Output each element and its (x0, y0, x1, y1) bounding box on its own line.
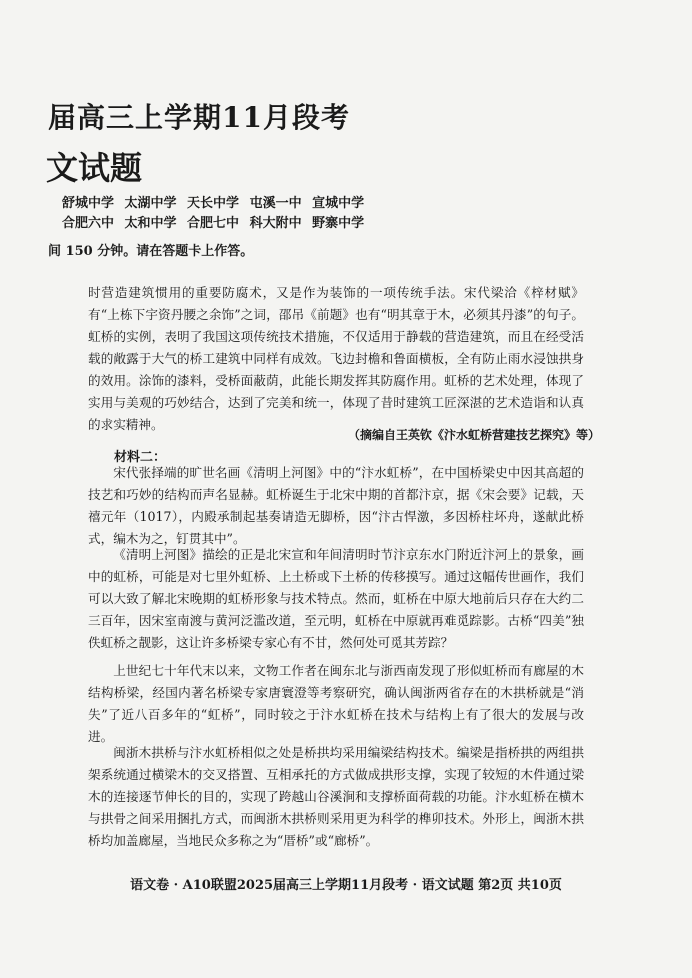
material-2-paragraph-1: 宋代张择端的旷世名画《清明上河图》中的“汴水虹桥”，在中国桥梁史中因其高超的技艺和巧妙的结构而声名显赫。虹桥诞生于北宋中期的首都汴京，据《宋会要》记载，天禧元年（1017），内殿承制起基奏请造无脚桥，因“汴古悍激，多因桥柱坏舟，遂献此桥式，编木为之，钉贯其中”。 (88, 465, 584, 546)
material-2-paragraph-2: 《清明上河图》描绘的正是北宋宣和年间清明时节汴京东水门附近汴河上的景象，画中的虹桥，可能是对七里外虹桥、上土桥或下土桥的传移摸写。通过这幅传世画作，我们可以大致了解北宋晚期的虹桥形象与技术特点。然而，虹桥在中原大地前后只存在大约二三百年，因宋室南渡与黄河泛滥改道，至元明，虹桥在中原就再难觅踪影。古桥“四美”独佚虹桥之靓影，这让许多桥梁专家心有不甘，然何处可觅其芳踪？ (88, 547, 584, 650)
material-2-heading: 材料二： (114, 450, 167, 465)
school-list-row-1: 舒城中学 太湖中学 天长中学 屯溪一中 宣城中学 (62, 196, 365, 211)
exam-title: 届高三上学期11月段考 (48, 101, 350, 134)
exam-time-note: 间 150 分钟。请在答题卡上作答。 (48, 244, 254, 259)
school-list-row-2: 合肥六中 太和中学 合肥七中 科大附中 野寨中学 (62, 216, 365, 231)
source-citation: （摘编自王英钦《汴水虹桥营建技艺探究》等） (347, 428, 600, 442)
page-footer: 语文卷 · A10联盟2025届高三上学期11月段考 · 语文试题 第2页 共10页 (130, 878, 562, 893)
material-1-paragraph: 时营造建筑惯用的重要防腐术，又是作为装饰的一项传统手法。宋代梁洽《梓材赋》有“上栋下宇资丹腰之余饰”之词，邵吊《前题》也有“明其章于木，必须其丹漆”的句子。虹桥的实例，表明了我国这项传统技术措施，不仅适用于静载的营造建筑，而且在经受活载的敞露于大气的桥工建筑中同样有成效。飞边封檐和鲁面横板，全有防止雨水浸蚀拱身的效用。涂饰的漆料，受桥面蔽荫，此能长期发挥其防腐作用。虹桥的艺术处理，体现了实用与美观的巧妙结合，达到了完美和统一，体现了昔时建筑工匠深湛的艺术造诣和认真的求实精神。 (88, 285, 584, 432)
material-2-paragraph-4: 闽浙木拱桥与汴水虹桥相似之处是桥拱均采用编梁结构技术。编梁是指桥拱的两组拱架系统通过横梁木的交叉搭置、互相承托的方式做成拱形支撑，实现了较短的木件通过梁木的连接逐节伸长的目的，实现了跨越山谷溪涧和支撑桥面荷载的功能。汴水虹桥在横木与拱骨之间采用捆扎方式，而闽浙木拱桥则采用更为科学的榫卯技术。外形上，闽浙木拱桥均加盖廊屋，当地民众多称之为“厝桥”或“廊桥”。 (88, 745, 584, 848)
material-2-paragraph-3: 上世纪七十年代末以来，文物工作者在闽东北与浙西南发现了形似虹桥而有廊屋的木结构桥梁，经国内著名桥梁专家唐寰澄等考察研究，确认闽浙两省存在的木拱桥就是“消失”了近八百多年的“虹桥”，同时较之于汴水虹桥在技术与结构上有了很大的发展与改进。 (88, 663, 584, 744)
subject-title: 文试题 (46, 149, 143, 187)
